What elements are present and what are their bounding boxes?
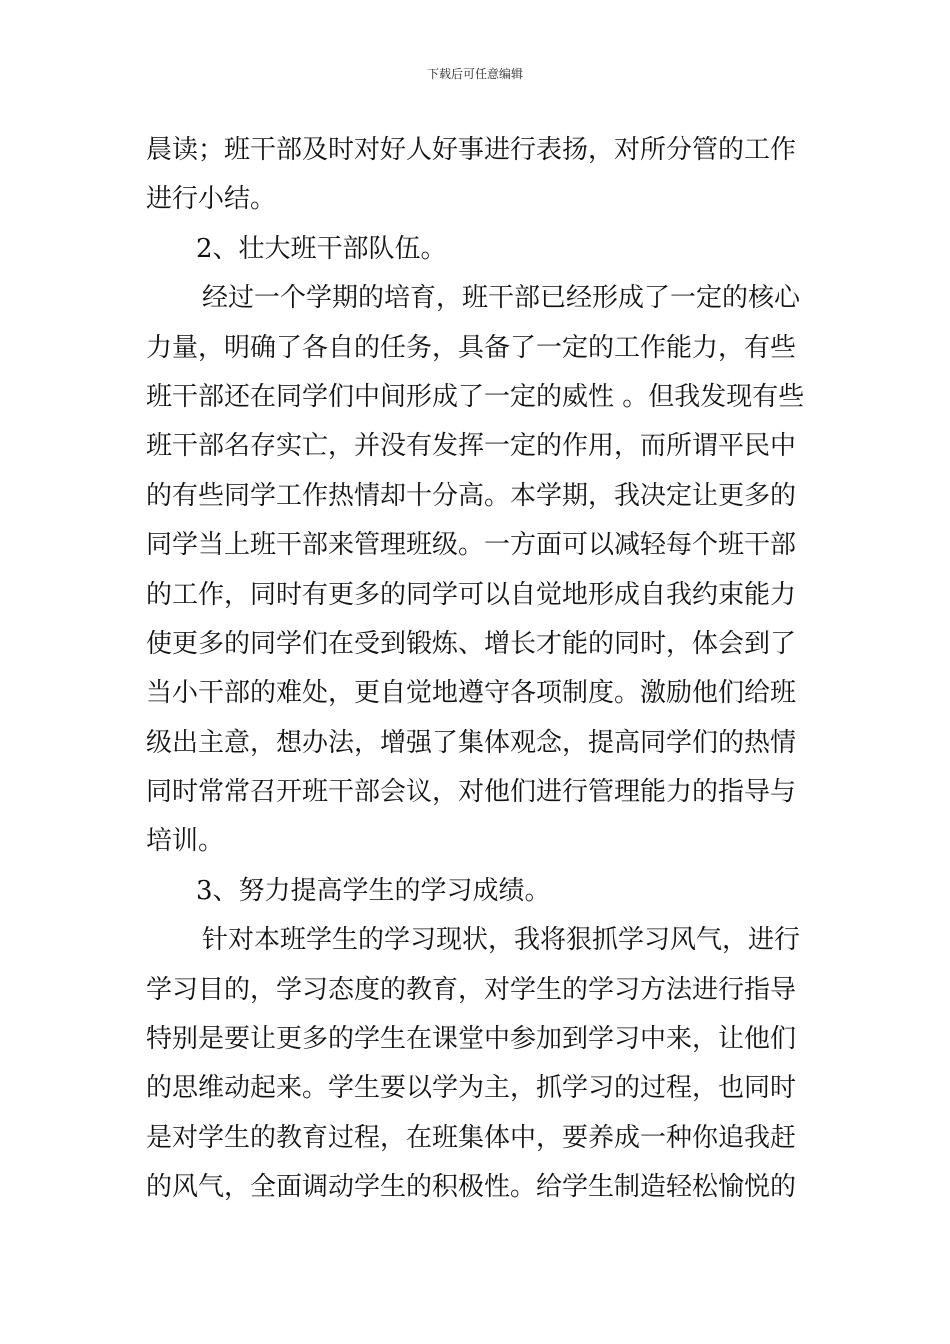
- text-line: 的思维动起来。学生要以学为主，抓学习的过程，也同时: [146, 1073, 797, 1104]
- text-line: 使更多的同学们在受到锻炼、增长才能的同时，体会到了: [146, 628, 797, 659]
- text-line: 培训。: [146, 826, 225, 857]
- text-line: 的有些同学工作热情却十分高。本学期，我决定让更多的: [146, 480, 797, 511]
- section-heading: 3、努力提高学生的学习成绩。: [196, 875, 551, 906]
- text-line: 学习目的，学习态度的教育，对学生的学习方法进行指导: [146, 974, 797, 1005]
- text-line: 进行小结。: [146, 184, 277, 215]
- text-line: 经过一个学期的培育，班干部已经形成了一定的核心: [202, 283, 801, 314]
- text-line: 班干部还在同学们中间形成了一定的威性 。但我发现有些: [146, 381, 805, 412]
- text-line: 同学当上班干部来管理班级。一方面可以减轻每个班干部: [146, 530, 797, 561]
- text-line: 的风气，全面调动学生的积极性。给学生制造轻松愉悦的: [146, 1172, 797, 1203]
- text-line: 晨读；班干部及时对好人好事进行表扬，对所分管的工作: [146, 135, 797, 165]
- text-line: 的工作，同时有更多的同学可以自觉地形成自我约束能力: [146, 579, 797, 610]
- text-line: 特别是要让更多的学生在课堂中参加到学习中来，让他们: [146, 1024, 797, 1055]
- document-body: [146, 126, 812, 1213]
- page-header: 下载后可任意编辑: [426, 67, 523, 81]
- text-line: 班干部名存实亡，并没有发挥一定的作用，而所谓平民中: [146, 431, 797, 462]
- text-line: 级出主意，想办法，增强了集体观念，提高同学们的热情: [146, 727, 797, 758]
- text-line: 当小干部的难处，更自觉地遵守各项制度。激励他们给班: [146, 678, 797, 709]
- text-line: 针对本班学生的学习现状，我将狠抓学习风气，进行: [202, 925, 801, 956]
- text-line: 是对学生的教育过程，在班集体中，要养成一种你追我赶: [146, 1122, 797, 1153]
- section-heading: 2、壮大班干部队伍。: [196, 233, 447, 264]
- text-line: 同时常常召开班干部会议，对他们进行管理能力的指导与: [146, 777, 797, 808]
- text-line: 力量，明确了各自的任务，具备了一定的工作能力，有些: [146, 332, 797, 363]
